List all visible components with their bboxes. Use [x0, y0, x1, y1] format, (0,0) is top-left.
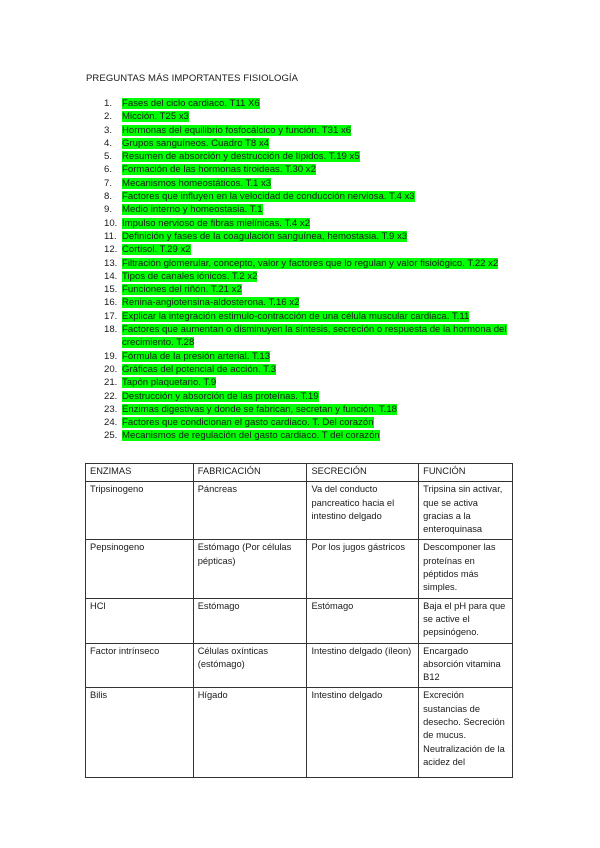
- table-cell: Por los jugos gástricos: [307, 540, 419, 598]
- question-item: [104, 376, 514, 389]
- table-row: [86, 540, 513, 598]
- question-number: 18.: [104, 324, 118, 336]
- question-item: [104, 363, 514, 376]
- question-item: [104, 283, 514, 296]
- question-text: Tipos de canales iónicos. T.2 x2: [122, 270, 258, 282]
- question-number: 12.: [104, 244, 118, 256]
- table-cell: Tripsina sin activar, que se activa gracias a la enteroquinasa: [419, 482, 513, 540]
- question-number: 19.: [104, 350, 118, 362]
- question-number: 11.: [104, 230, 117, 242]
- question-number: 10.: [104, 217, 118, 229]
- question-item: [104, 403, 514, 416]
- table-cell: Va del conducto pancreatico hacia el intestino delgado: [307, 482, 419, 540]
- table-cell: Excreción sustancias de desecho. Secreción de mucus. Neutralización de la acidez del: [419, 688, 513, 778]
- question-item: [104, 124, 514, 137]
- question-text: Renina-angiotensina-aldosterona. T.16 x2: [122, 297, 300, 309]
- question-text: Explicar la integración estimulo-contracción de una célula muscular cardiaca. T.11: [122, 310, 470, 322]
- question-item: [104, 323, 514, 350]
- table-row: [86, 688, 513, 778]
- question-text: Grupos sanguíneos. Cuadro T8 x4: [122, 137, 270, 149]
- question-text: Factores que aumentan o disminuyen la síntesis, secreción o respuesta de la hormona del crecimiento. T.28: [122, 324, 507, 349]
- question-item: [104, 177, 514, 190]
- table-header-row: [86, 464, 513, 482]
- question-item: [104, 350, 514, 363]
- question-number: 8.: [104, 191, 113, 203]
- question-number: 7.: [104, 177, 113, 189]
- question-text: Resumen de absorción y destrucción de lípidos. T.19 x5: [122, 151, 360, 163]
- question-item: [104, 163, 514, 176]
- question-text: Impulso nervioso de fibras mielínicas. T.4 x2: [122, 217, 311, 229]
- question-number: 25.: [104, 430, 118, 442]
- question-item: [104, 110, 514, 123]
- table-cell: Intestino delgado (íleon): [307, 643, 419, 688]
- question-text: Mecanismos homeostáticos. T.1 x3: [122, 177, 272, 189]
- table-cell: Descomponer las proteínas en péptidos más simples.: [419, 540, 513, 598]
- table-cell: Páncreas: [193, 482, 307, 540]
- question-text: Fórmula de la presión arterial. T.13: [122, 350, 271, 362]
- question-text: Factores que condicionan el gasto cardiaco. T. Del corazón: [122, 417, 374, 429]
- table-cell: Estómago: [193, 598, 307, 643]
- table-row: [86, 598, 513, 643]
- question-number: 22.: [104, 390, 118, 402]
- table-row: [86, 482, 513, 540]
- header-enzimas: ENZIMAS: [86, 464, 194, 482]
- enzymes-table: [85, 463, 513, 778]
- header-funcion: FUNCIÓN: [419, 464, 513, 482]
- table-cell: Bilis: [86, 688, 194, 778]
- question-text: Mecanismos de regulación del gasto cardiaco. T del corazón: [122, 430, 380, 442]
- table-cell: HCl: [86, 598, 194, 643]
- question-number: 14.: [104, 270, 118, 282]
- question-number: 23.: [104, 403, 118, 415]
- question-item: [104, 203, 514, 216]
- table-cell: Pepsinogeno: [86, 540, 194, 598]
- question-text: Micción. T25 x3: [122, 111, 190, 123]
- table-cell: Encargado absorción vitamina B12: [419, 643, 513, 688]
- question-item: [104, 97, 514, 110]
- question-text: Medio interno y homeostasia. T.1: [122, 204, 263, 216]
- table-cell: Estómago: [307, 598, 419, 643]
- question-item: [104, 390, 514, 403]
- question-number: 6.: [104, 164, 113, 176]
- question-text: Tapón plaquetario. T.9: [122, 377, 217, 389]
- question-text: Enzimas digestivas y donde se fabrican, secretan y función. T.18: [122, 403, 397, 415]
- question-number: 1.: [104, 98, 113, 109]
- question-number: 24.: [104, 417, 118, 429]
- question-item: [104, 416, 514, 429]
- question-item: [104, 150, 514, 163]
- question-item: [104, 217, 514, 230]
- table-cell: Estómago (Por células pépticas): [193, 540, 307, 598]
- question-text: Destrucción y absorción de las proteínas. T.19: [122, 390, 319, 402]
- question-number: 5.: [104, 151, 113, 163]
- question-list: [104, 97, 514, 443]
- header-secrecion: SECRECIÓN: [307, 464, 419, 482]
- question-number: 20.: [104, 363, 118, 375]
- question-number: 13.: [104, 257, 118, 269]
- page-title: PREGUNTAS MÁS IMPORTANTES FISIOLOGÍA: [86, 73, 299, 84]
- table-cell: Hígado: [193, 688, 307, 778]
- question-text: Funciones del riñón. T.21 x2: [122, 284, 242, 296]
- question-number: 17.: [104, 310, 118, 322]
- question-item: [104, 257, 514, 270]
- table-body: [86, 482, 513, 778]
- question-text: Definición y fases de la coagulación sanguínea, hemostasia. T.9 x3: [122, 230, 408, 242]
- question-number: 4.: [104, 137, 113, 149]
- table-cell: Baja el pH para que se active el pepsinógeno.: [419, 598, 513, 643]
- question-text: Filtración glomerular, concepto, valor y factores que lo regulan y valor fisiológico. T.22 x2: [122, 257, 499, 269]
- header-fabricacion: FABRICACIÓN: [193, 464, 307, 482]
- question-item: [104, 270, 514, 283]
- question-number: 3.: [104, 124, 113, 136]
- question-item: [104, 230, 514, 243]
- table-cell: Factor intrínseco: [86, 643, 194, 688]
- question-number: 15.: [104, 284, 118, 296]
- question-text: Factores que influyen en la velocidad de conducción nerviosa. T.4 x3: [122, 191, 415, 203]
- table-row: [86, 643, 513, 688]
- question-number: 9.: [104, 204, 113, 216]
- question-item: [104, 137, 514, 150]
- question-number: 16.: [104, 297, 118, 309]
- question-item: [104, 243, 514, 256]
- question-item: [104, 190, 514, 203]
- question-number: 2.: [104, 111, 113, 123]
- question-text: Cortisol. T.29 x2: [122, 244, 191, 256]
- question-item: [104, 429, 514, 442]
- question-text: Fases del ciclo cardiaco. T11 X6: [122, 98, 260, 109]
- question-number: 21.: [104, 377, 118, 389]
- table-cell: Intestino delgado: [307, 688, 419, 778]
- table-cell: Tripsinogeno: [86, 482, 194, 540]
- question-text: Formación de las hormonas tiroideas. T.30 x2: [122, 164, 316, 176]
- question-item: [104, 296, 514, 309]
- question-text: Hormonas del equilibrio fosfocálcico y función. T31 x6: [122, 124, 352, 136]
- table-cell: Células oxínticas (estómago): [193, 643, 307, 688]
- question-item: [104, 310, 514, 323]
- question-text: Gráficas del potencial de acción. T.3: [122, 363, 276, 375]
